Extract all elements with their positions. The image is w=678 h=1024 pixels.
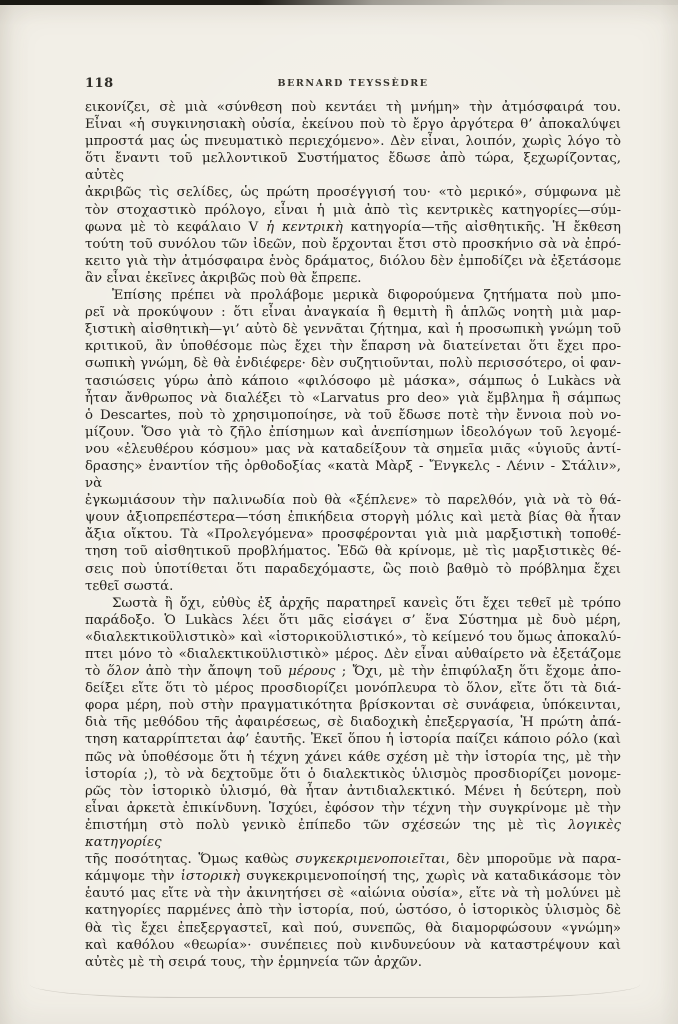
text-line: σεις ποὺ ὑποτίθεται ὅτι παραδεχόμαστε, ὣς ποιὸ βαθμὸ τὸ πρόβλημα ἔχει — [85, 561, 621, 577]
text-line: θὰ τὶς ἔχει ἐπεξεργαστεῖ, καὶ πού, συνεπῶς, θὰ διαμορφώσουν «γνώμη» — [85, 920, 621, 936]
text-line: δείξει εἴτε ὅτι τὸ μέρος προσδιορίζει μονόπλευρα τὸ ὅλον, εἴτε ὅτι τὰ διά- — [85, 681, 621, 697]
text-line: φωνα μὲ τὸ κεφάλαιο V ἡ κεντρικὴ κατηγορία—τῆς αἰσθητικῆς. Ἡ ἔκθεση — [85, 219, 622, 235]
text-line: ρεῖ νὰ προκύψουν : ὅτι εἶναι ἀναγκαία ἢ θεμιτὴ ἢ ἁπλῶς νοητὴ μιὰ μαρ- — [85, 305, 621, 321]
text-line: δρασης» ἐναντίον τῆς ὀρθοδοξίας «κατὰ Μὰρξ - Ἔνγκελς - Λένιν - Στάλιν», νὰ — [85, 458, 621, 492]
scan-line-bottom — [30, 971, 640, 998]
text-line: τούτη τοῦ συνόλου τῶν ἰδεῶν, ποὺ ἔρχονται ἔτσι στὸ προσκήνιο σὰ νὰ ἐπρό- — [85, 236, 621, 252]
text-line: ρῶς τὸν ἱστορικὸ ὑλισμό, θὰ ἦταν ἀντιδιαλεκτικό. Μένει ἡ δεύτερη, ποὺ — [85, 783, 621, 799]
text-line: διὰ τῆς μεθόδου τῆς ἀφαιρέσεως, σὲ διαδοχικὴ ἐπεξεργασία, Ἡ πρώτη ἀπά- — [85, 715, 621, 731]
text-line: σωπικὴ γνώμη, δὲ θὰ ἐνδιέφερε· δὲν συζητιοῦνται, πολὺ περισσότερο, οἱ φαν- — [85, 356, 621, 372]
text-line: φορα μέρη, ποὺ στὴν πραγματικότητα βρίσκονται σὲ συνάφεια, ὑπόκεινται, — [85, 698, 621, 714]
text-line: Σωστὰ ἢ ὄχι, εὐθὺς ἐξ ἀρχῆς παρατηρεῖ κανεὶς ὅτι ἔχει τεθεῖ μὲ τρόπο — [112, 595, 621, 611]
text-line: ὅτι ἔναντι τοῦ μελλοντικοῦ Συστήματος ἔδωσε ἀπὸ τώρα, ξεχωρίζοντας, αὐτὲς — [85, 151, 621, 184]
text-line: εικονίζει, σὲ μιὰ «σύνθεση ποὺ κεντάει τὴ μνήμη» τὴν ἀτμόσφαιρά του. — [85, 100, 621, 115]
paragraph — [85, 287, 621, 595]
text-line: ἐγκωμιάσουν τὴν παλινωδία ποὺ θὰ «ξέπλενε» τὸ παρελθόν, γιὰ νὰ τὸ θά- — [85, 493, 621, 509]
text-line: τηση καταρρίπτεται ἀφ’ ἑαυτῆς. Ἐκεῖ ὅπου ἡ ἱστορία παίζει κάποιο ρόλο (καὶ — [85, 732, 621, 748]
text-line: «διαλεκτικοϋλιστικὸ» καὶ «ἱστορικοϋλιστικό», τὸ κείμενό του ὅμως ἀποκαλύ- — [85, 629, 621, 645]
text-line: κατηγορίες παρμένες ἀπὸ τὴν ἱστορία, πού, ὡστόσο, ὁ ἱστορικὸς ὑλισμὸς δὲ — [85, 903, 621, 919]
page-number: 118 — [85, 76, 114, 91]
paragraph — [85, 99, 621, 287]
text-line: κάμψομε τὴν ἱστορικὴ συγκεκριμενοποίησή της, χωρὶς νὰ καταδικάσομε τὸν — [85, 869, 621, 885]
text-line: καὶ καθόλου «θεωρία»· συνέπειες ποὺ κινδυνεύουν νὰ καταστρέψουν καὶ — [85, 937, 621, 953]
text-line: ἱστορία ;), τὸ νὰ δεχτοῦμε ὅτι ὁ διαλεκτικὸς ὑλισμὸς προσδιορίζει μονομε- — [85, 766, 621, 782]
text-line: πῶς νὰ ὑποθέσομε ὅτι ἡ τέχνη χάνει κάθε σχέση μὲ τὴν ἱστορία της, μὲ τὴν — [85, 749, 621, 765]
text-line: τῆς ποσότητας. Ὅμως καθὼς συγκεκριμενοποιεῖται, δὲν μποροῦμε νὰ παρα- — [85, 852, 621, 868]
text-line: τασιώσεις γύρω ἀπὸ κάποιο «φιλόσοφο μὲ μάσκα», σάμπως ὁ Lukàcs νὰ — [85, 373, 621, 389]
text-line: ὁ Descartes, ποὺ τὸ χρησιμοποίησε, νὰ τοῦ ἔδωσε ποτὲ τὴν ἔννοια ποὺ νο- — [85, 407, 621, 423]
text-line: ἦταν ἄνθρωπος νὰ διαλέξει τὸ «Larvatus pro deo» γιὰ ἔμβλημα ἢ σάμπως — [85, 390, 621, 406]
running-head: BERNARD TEYSSÈDRE — [277, 78, 429, 89]
text-line: ξιστικὴ αἰσθητικὴ—γι’ αὐτὸ δὲ γεννᾶται ζήτημα, καὶ ἡ προσωπικὴ γνώμη τοῦ — [85, 322, 621, 338]
text-line: πτει μόνο τὸ «διαλεκτικοϋλιστικὸ» μέρος. Δὲν εἶναι αὐθαίρετο νὰ ἐξετάζομε — [85, 647, 621, 662]
text-line: νου «ἐλευθέρου κόσμου» μας νὰ καταδείξουν τὰ σημεῖα μιᾶς «ὑγιοῦς ἀντί- — [85, 441, 621, 457]
text-line: ἀκριβῶς τὶς σελίδες, ὡς πρώτη προσέγγισή του· «τὸ μερικό», σύμφωνα μὲ — [85, 185, 621, 201]
text-line: αὐτὲς μὲ τὴ σειρά τους, τὴν ἑρμηνεία τῶν ἀρχῶν. — [85, 954, 423, 970]
text-line: μπροστά μας ὡς πνευματικὸ περιεχόμενο». Δὲν εἶναι, λοιπόν, χωρὶς λόγο τὸ — [85, 134, 621, 150]
page-header — [85, 76, 621, 92]
text-line: τὸν στοχαστικὸ πρόλογο, εἶναι ἡ μιὰ ἀπὸ τὶς κεντρικὲς κατηγορίες—σύμ- — [85, 202, 621, 218]
text-line: Ἐπίσης πρέπει νὰ προλάβομε μερικὰ διφορούμενα ζητήματα ποὺ μπο- — [112, 288, 621, 304]
text-line: εἶναι ἀρκετὰ ἐπικίνδυνη. Ἰσχύει, ἐφόσον τὴν τέχνη τὴν συγκρίνομε μὲ τὴν — [85, 800, 621, 816]
text-line: τεθεῖ σωστά. — [85, 578, 174, 594]
text-line: ἂν εἶναι ἐκεῖνες ἀκριβῶς ποὺ θὰ ἔπρεπε. — [85, 270, 362, 286]
text-line: ἑαυτό μας εἴτε νὰ τὴν ἀκινητήσει σὲ «αἰώνια οὐσία», εἴτε νὰ τὴ μολύνει μὲ — [85, 886, 621, 902]
text-line: τηση τοῦ αἰσθητικοῦ προβλήματος. Ἐδῶ θὰ κρίνομε, μὲ τὶς μαρξιστικὲς θέ- — [85, 544, 621, 560]
text-line: ψουν ἀξιοπρεπέστερα—τόση ἐπικήδεια στοργὴ μόλις καὶ μετὰ βίας θὰ ἦταν — [85, 510, 621, 526]
text-line: τὸ ὅλον ἀπὸ τὴν ἄποψη τοῦ μέρους ; Ὄχι, μὲ τὴν ἐπιφύλαξη ὅτι ἔχομε ἀπο- — [85, 664, 622, 680]
text-line: ἄξια οἴκτου. Τὰ «Προλεγόμενα» προσφέρονται γιὰ μιὰ μαρξιστικὴ τοποθέ- — [85, 527, 621, 543]
text-line: Εἶναι «ἡ συγκινησιακὴ οὐσία, ἐκείνου ποὺ τὸ ἔργο ἀργότερα θ’ ἀποκαλύψει — [85, 117, 621, 133]
scan-edge-top — [0, 0, 678, 5]
paragraph — [85, 595, 621, 971]
text-line: κειτο γιὰ τὴν ἀτμόσφαιρα ἑνὸς δράματος, διόλου δὲν ἐμποδίζει νὰ ἐξετάσομε — [85, 253, 621, 269]
text-line: παράδοξο. Ὁ Lukàcs λέει ὅτι μᾶς εἰσάγει σ’ ἕνα Σύστημα μὲ δυὸ μέρη, — [85, 612, 621, 628]
text-body — [85, 99, 621, 971]
text-line: ἐπιστήμη στὸ πολὺ γενικὸ ἐπίπεδο τῶν σχέσεών της μὲ τὶς λογικὲς κατηγορίες — [85, 817, 621, 851]
text-line: μίζουν. Ὅσο γιὰ τὸ ζῆλο ἐπίσημων καὶ ἀνεπίσημων ἰδεολόγων τοῦ λεγομέ- — [85, 424, 621, 440]
text-line: κριτικοῦ, ἂν ὑποθέσομε πὼς ἔχει τὴν ἔπαρση νὰ διατείνεται ὅτι ἔχει προ- — [85, 339, 621, 355]
